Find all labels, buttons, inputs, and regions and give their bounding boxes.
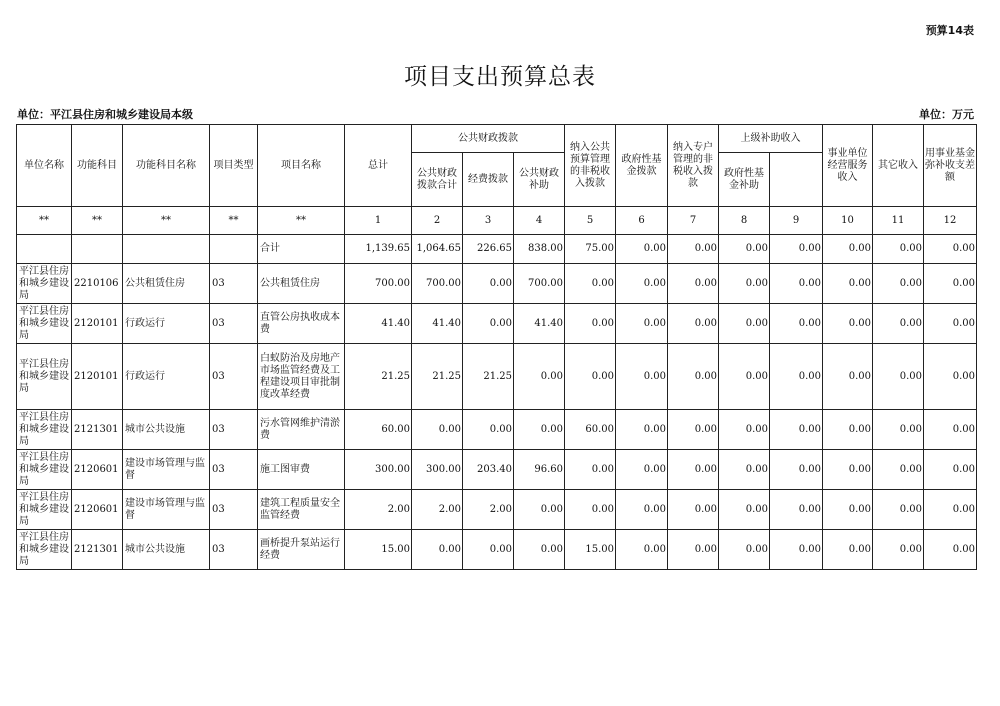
value-cell: 0.00 xyxy=(770,344,823,410)
func-code-cell: 2210106 xyxy=(72,264,123,304)
total-value: 75.00 xyxy=(565,235,616,264)
value-cell: 0.00 xyxy=(616,450,668,490)
proj-name-cell: 污水管网维护清淤费 xyxy=(258,410,345,450)
total-value: 0.00 xyxy=(719,235,770,264)
code-cell: 2 xyxy=(412,207,463,235)
table-row xyxy=(17,264,977,304)
value-cell: 0.00 xyxy=(668,344,719,410)
value-cell: 0.00 xyxy=(463,410,514,450)
value-cell: 0.00 xyxy=(514,410,565,450)
empty-cell xyxy=(17,235,72,264)
value-cell: 0.00 xyxy=(668,490,719,530)
value-cell: 0.00 xyxy=(873,410,924,450)
value-cell: 0.00 xyxy=(719,264,770,304)
value-cell: 0.00 xyxy=(873,530,924,570)
col-func-code: 功能科目 xyxy=(72,125,123,207)
value-cell: 0.00 xyxy=(924,450,977,490)
code-cell: 11 xyxy=(873,207,924,235)
value-cell: 0.00 xyxy=(719,344,770,410)
value-cell: 0.00 xyxy=(565,344,616,410)
code-cell: 9 xyxy=(770,207,823,235)
value-cell: 0.00 xyxy=(770,264,823,304)
value-cell: 2.00 xyxy=(463,490,514,530)
value-cell: 0.00 xyxy=(823,530,873,570)
value-cell: 0.00 xyxy=(924,264,977,304)
value-cell: 0.00 xyxy=(719,490,770,530)
value-cell: 0.00 xyxy=(719,450,770,490)
value-cell: 300.00 xyxy=(412,450,463,490)
value-cell: 0.00 xyxy=(668,530,719,570)
value-cell: 0.00 xyxy=(873,264,924,304)
func-name-cell: 城市公共设施 xyxy=(123,530,210,570)
value-cell: 0.00 xyxy=(770,410,823,450)
code-cell: 6 xyxy=(616,207,668,235)
proj-name-cell: 公共租赁住房 xyxy=(258,264,345,304)
value-cell: 0.00 xyxy=(823,490,873,530)
value-cell: 300.00 xyxy=(345,450,412,490)
value-cell: 0.00 xyxy=(924,490,977,530)
value-cell: 0.00 xyxy=(412,530,463,570)
empty-cell xyxy=(210,235,258,264)
table-row xyxy=(17,490,977,530)
table-row xyxy=(17,304,977,344)
value-cell: 0.00 xyxy=(616,410,668,450)
table-row xyxy=(17,530,977,570)
func-code-cell: 2121301 xyxy=(72,410,123,450)
value-cell: 41.40 xyxy=(412,304,463,344)
proj-type-cell: 03 xyxy=(210,450,258,490)
value-cell: 21.25 xyxy=(412,344,463,410)
code-cell: 1 xyxy=(345,207,412,235)
value-cell: 96.60 xyxy=(514,450,565,490)
code-cell: 5 xyxy=(565,207,616,235)
total-value: 0.00 xyxy=(873,235,924,264)
proj-type-cell: 03 xyxy=(210,530,258,570)
value-cell: 0.00 xyxy=(823,264,873,304)
table-row xyxy=(17,410,977,450)
value-cell: 0.00 xyxy=(873,304,924,344)
col-special-nontax: 纳入专户管理的非税收入拨款 xyxy=(668,125,719,207)
value-cell: 0.00 xyxy=(514,490,565,530)
func-code-cell: 2120101 xyxy=(72,344,123,410)
value-cell: 0.00 xyxy=(823,410,873,450)
func-code-cell: 2120601 xyxy=(72,450,123,490)
col-proj-type: 项目类型 xyxy=(210,125,258,207)
value-cell: 0.00 xyxy=(616,530,668,570)
code-cell: 3 xyxy=(463,207,514,235)
func-name-cell: 建设市场管理与监督 xyxy=(123,450,210,490)
proj-name-cell: 白蚁防治及房地产市场监管经费及工程建设项目审批制度改革经费 xyxy=(258,344,345,410)
proj-name-cell: 建筑工程质量安全监管经费 xyxy=(258,490,345,530)
proj-type-cell: 03 xyxy=(210,490,258,530)
value-cell: 2.00 xyxy=(412,490,463,530)
code-cell: ** xyxy=(123,207,210,235)
value-cell: 0.00 xyxy=(719,530,770,570)
unit-label: 单位：平江县住房和城乡建设局本级 xyxy=(17,108,193,121)
value-cell: 60.00 xyxy=(565,410,616,450)
code-cell: 7 xyxy=(668,207,719,235)
col-total: 总计 xyxy=(345,125,412,207)
unit-name-cell: 平江县住房和城乡建设局 xyxy=(17,264,72,304)
value-cell: 0.00 xyxy=(463,304,514,344)
unit-name-cell: 平江县住房和城乡建设局 xyxy=(17,410,72,450)
col-group-public: 公共财政拨款 xyxy=(412,125,565,153)
budget-table xyxy=(16,124,977,570)
value-cell: 0.00 xyxy=(668,264,719,304)
value-cell: 21.25 xyxy=(463,344,514,410)
func-name-cell: 建设市场管理与监督 xyxy=(123,490,210,530)
proj-name-cell: 施工图审费 xyxy=(258,450,345,490)
proj-type-cell: 03 xyxy=(210,304,258,344)
value-cell: 0.00 xyxy=(770,450,823,490)
value-cell: 41.40 xyxy=(345,304,412,344)
total-value: 1,139.65 xyxy=(345,235,412,264)
code-cell: 4 xyxy=(514,207,565,235)
total-value: 226.65 xyxy=(463,235,514,264)
currency-unit-label: 单位：万元 xyxy=(919,108,974,121)
value-cell: 700.00 xyxy=(345,264,412,304)
table-body xyxy=(17,207,977,570)
code-cell: ** xyxy=(210,207,258,235)
code-cell: ** xyxy=(17,207,72,235)
code-cell: 10 xyxy=(823,207,873,235)
value-cell: 0.00 xyxy=(924,304,977,344)
value-cell: 0.00 xyxy=(616,344,668,410)
func-name-cell: 行政运行 xyxy=(123,304,210,344)
value-cell: 0.00 xyxy=(616,304,668,344)
value-cell: 0.00 xyxy=(823,304,873,344)
value-cell: 15.00 xyxy=(345,530,412,570)
value-cell: 0.00 xyxy=(514,344,565,410)
col-upper-gov: 政府性基金补助 xyxy=(719,153,770,207)
value-cell: 0.00 xyxy=(668,450,719,490)
proj-type-cell: 03 xyxy=(210,344,258,410)
total-row xyxy=(17,235,977,264)
func-code-cell: 2120101 xyxy=(72,304,123,344)
value-cell: 0.00 xyxy=(412,410,463,450)
form-number: 预算14表 xyxy=(925,24,974,37)
unit-name-cell: 平江县住房和城乡建设局 xyxy=(17,530,72,570)
proj-type-cell: 03 xyxy=(210,410,258,450)
col-proj-name: 项目名称 xyxy=(258,125,345,207)
code-cell: ** xyxy=(258,207,345,235)
value-cell: 0.00 xyxy=(514,530,565,570)
proj-name-cell: 直管公房执收成本费 xyxy=(258,304,345,344)
value-cell: 203.40 xyxy=(463,450,514,490)
empty-cell xyxy=(72,235,123,264)
col-upper-public: 公共财政补助 xyxy=(514,153,565,207)
value-cell: 60.00 xyxy=(345,410,412,450)
value-cell: 0.00 xyxy=(924,530,977,570)
table-row xyxy=(17,344,977,410)
value-cell: 700.00 xyxy=(514,264,565,304)
col-gov-fund: 政府性基金拨款 xyxy=(616,125,668,207)
total-value: 0.00 xyxy=(823,235,873,264)
value-cell: 0.00 xyxy=(873,490,924,530)
col-business: 事业单位经营服务收入 xyxy=(823,125,873,207)
col-public-total: 公共财政拨款合计 xyxy=(412,153,463,207)
col-funds: 经费拨款 xyxy=(463,153,514,207)
code-cell: 8 xyxy=(719,207,770,235)
empty-cell xyxy=(123,235,210,264)
value-cell: 0.00 xyxy=(924,410,977,450)
func-name-cell: 城市公共设施 xyxy=(123,410,210,450)
value-cell: 0.00 xyxy=(565,304,616,344)
value-cell: 0.00 xyxy=(668,304,719,344)
unit-name-cell: 平江县住房和城乡建设局 xyxy=(17,344,72,410)
value-cell: 700.00 xyxy=(412,264,463,304)
value-cell: 0.00 xyxy=(616,264,668,304)
value-cell: 41.40 xyxy=(514,304,565,344)
value-cell: 0.00 xyxy=(668,410,719,450)
total-value: 0.00 xyxy=(668,235,719,264)
code-cell: ** xyxy=(72,207,123,235)
table-row xyxy=(17,450,977,490)
value-cell: 21.25 xyxy=(345,344,412,410)
total-value: 0.00 xyxy=(924,235,977,264)
value-cell: 0.00 xyxy=(616,490,668,530)
value-cell: 0.00 xyxy=(463,530,514,570)
value-cell: 0.00 xyxy=(823,450,873,490)
col-func-name: 功能科目名称 xyxy=(123,125,210,207)
func-name-cell: 公共租赁住房 xyxy=(123,264,210,304)
value-cell: 0.00 xyxy=(565,264,616,304)
total-value: 1,064.65 xyxy=(412,235,463,264)
col-other: 其它收入 xyxy=(873,125,924,207)
value-cell: 0.00 xyxy=(463,264,514,304)
value-cell: 0.00 xyxy=(565,450,616,490)
page-title: 项目支出预算总表 xyxy=(404,64,596,90)
proj-name-cell: 画桥提升泵站运行经费 xyxy=(258,530,345,570)
total-value: 838.00 xyxy=(514,235,565,264)
value-cell: 0.00 xyxy=(565,490,616,530)
unit-name-cell: 平江县住房和城乡建设局 xyxy=(17,490,72,530)
code-cell: 12 xyxy=(924,207,977,235)
value-cell: 0.00 xyxy=(924,344,977,410)
value-cell: 0.00 xyxy=(719,304,770,344)
value-cell: 0.00 xyxy=(873,344,924,410)
func-code-cell: 2121301 xyxy=(72,530,123,570)
col-group-upper: 上级补助收入 xyxy=(719,125,823,153)
column-code-row xyxy=(17,207,977,235)
value-cell: 15.00 xyxy=(565,530,616,570)
proj-type-cell: 03 xyxy=(210,264,258,304)
total-value: 0.00 xyxy=(616,235,668,264)
unit-name-cell: 平江县住房和城乡建设局 xyxy=(17,304,72,344)
value-cell: 0.00 xyxy=(770,530,823,570)
unit-name-cell: 平江县住房和城乡建设局 xyxy=(17,450,72,490)
total-label: 合计 xyxy=(258,235,345,264)
value-cell: 2.00 xyxy=(345,490,412,530)
value-cell: 0.00 xyxy=(823,344,873,410)
value-cell: 0.00 xyxy=(873,450,924,490)
col-nontax: 纳入公共预算管理的非税收入拨款 xyxy=(565,125,616,207)
col-fund-cover: 用事业基金弥补收支差额 xyxy=(924,125,977,207)
value-cell: 0.00 xyxy=(719,410,770,450)
func-name-cell: 行政运行 xyxy=(123,344,210,410)
func-code-cell: 2120601 xyxy=(72,490,123,530)
col-unit-name: 单位名称 xyxy=(17,125,72,207)
value-cell: 0.00 xyxy=(770,304,823,344)
total-value: 0.00 xyxy=(770,235,823,264)
value-cell: 0.00 xyxy=(770,490,823,530)
